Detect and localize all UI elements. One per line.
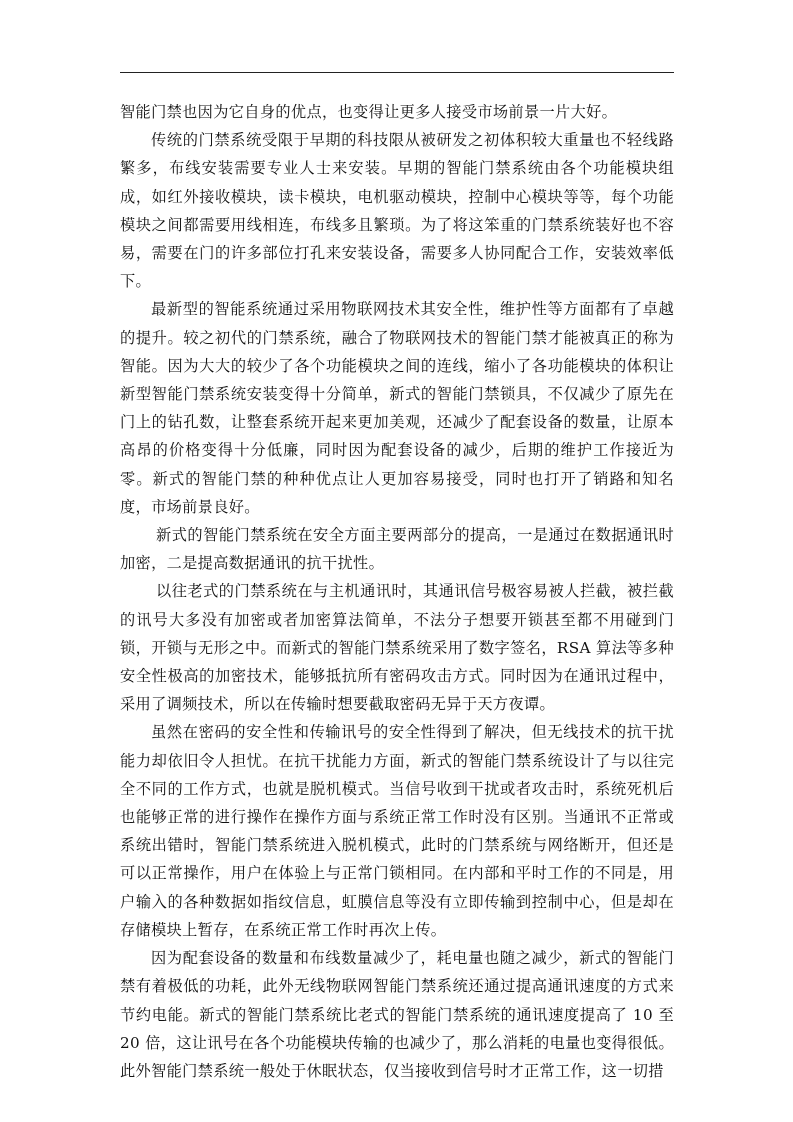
paragraph-traditional-systems: 传统的门禁系统受限于早期的科技限从被研发之初体积较大重量也不轻线路繁多，布线安装需要专业人士来安装。早期的智能门禁系统由各个功能模块组成，如红外接收模块，读卡模块，电机驱动模块，控制中心模块等等，每个功能模块之间都需要用线相连，布线多且繁琐。为了将这笨重的门禁系统装好也不容易，需要在门的许多部位打孔来安装设备，需要多人协同配合工作，安装效率低下。 — [120, 131, 674, 291]
paragraph-offline-mode: 虽然在密码的安全性和传输讯号的安全性得到了解决，但无线技术的抗干扰能力却依旧令人担忧。在抗干扰能力方面，新式的智能门禁系统设计了与以往完全不同的工作方式，也就是脱机模式。当信号收到干扰或者攻击时，系统死机后也能够正常的进行操作在操作方面与系统正常工作时没有区别。当通讯不正常或系统出错时，智能门禁系统进入脱机模式，此时的门禁系统与网络断开，但还是可以正常操作，用户在体验上与正常门锁相同。在内部和平时工作的不同是，用户输入的各种数据如指纹信息，虹膜信息等没有立即传输到控制中心，但是却在存储模块上暂存，在系统正常工作时再次上传。 — [120, 723, 674, 939]
paragraph-iot-systems: 最新型的智能系统通过采用物联网技术其安全性，维护性等方面都有了卓越的提升。较之初代的门禁系统，融合了物联网技术的智能门禁才能被真正的称为智能。因为大大的较少了各个功能模块之间的连线，缩小了各功能模块的体积让新型智能门禁系统安装变得十分简单，新式的智能门禁锁具，不仅减少了原先在门上的钻孔数，让整套系统开起来更加美观，还减少了配套设备的数量，让原本高昂的价格变得十分低廉，同时因为配套设备的减少，后期的维护工作接近为零。新式的智能门禁的种种优点让人更加容易接受，同时也打开了销路和知名度，市场前景良好。 — [120, 300, 674, 516]
document-body — [120, 98, 674, 1085]
header-rule — [120, 72, 674, 73]
paragraph-power-consumption: 因为配套设备的数量和布线数量减少了，耗电量也随之减少，新式的智能门禁有着极低的功耗，此外无线物联网智能门禁系统还通过提高通讯速度的方式来节约电能。新式的智能门禁系统比老式的智能门禁系统的通讯速度提高了 10 至 20 倍，这让讯号在各个功能模块传输的也减少了，那么消耗的电量也变得很低。此外智能门禁系统一般处于休眠状态，仅当接收到信号时才正常工作，这一切措 — [120, 949, 674, 1080]
paragraph-continuation: 智能门禁也因为它自身的优点，也变得让更多人接受市场前景一片大好。 — [120, 103, 618, 121]
paragraph-encryption: 以往老式的门禁系统在与主机通讯时，其通讯信号极容易被人拦截，被拦截的讯号大多没有加密或者加密算法简单，不法分子想要开锁甚至都不用碰到门锁，开锁与无形之中。而新式的智能门禁系统采用了数字签名，RSA 算法等多种安全性极高的加密技术，能够抵抗所有密码攻击方式。同时因为在通讯过程中，采用了调频技术，所以在传输时想要截取密码无异于天方夜谭。 — [120, 582, 674, 714]
paragraph-security-overview: 新式的智能门禁系统在安全方面主要两部分的提高，一是通过在数据通讯时加密，二是提高数据通讯的抗干扰性。 — [120, 526, 674, 573]
